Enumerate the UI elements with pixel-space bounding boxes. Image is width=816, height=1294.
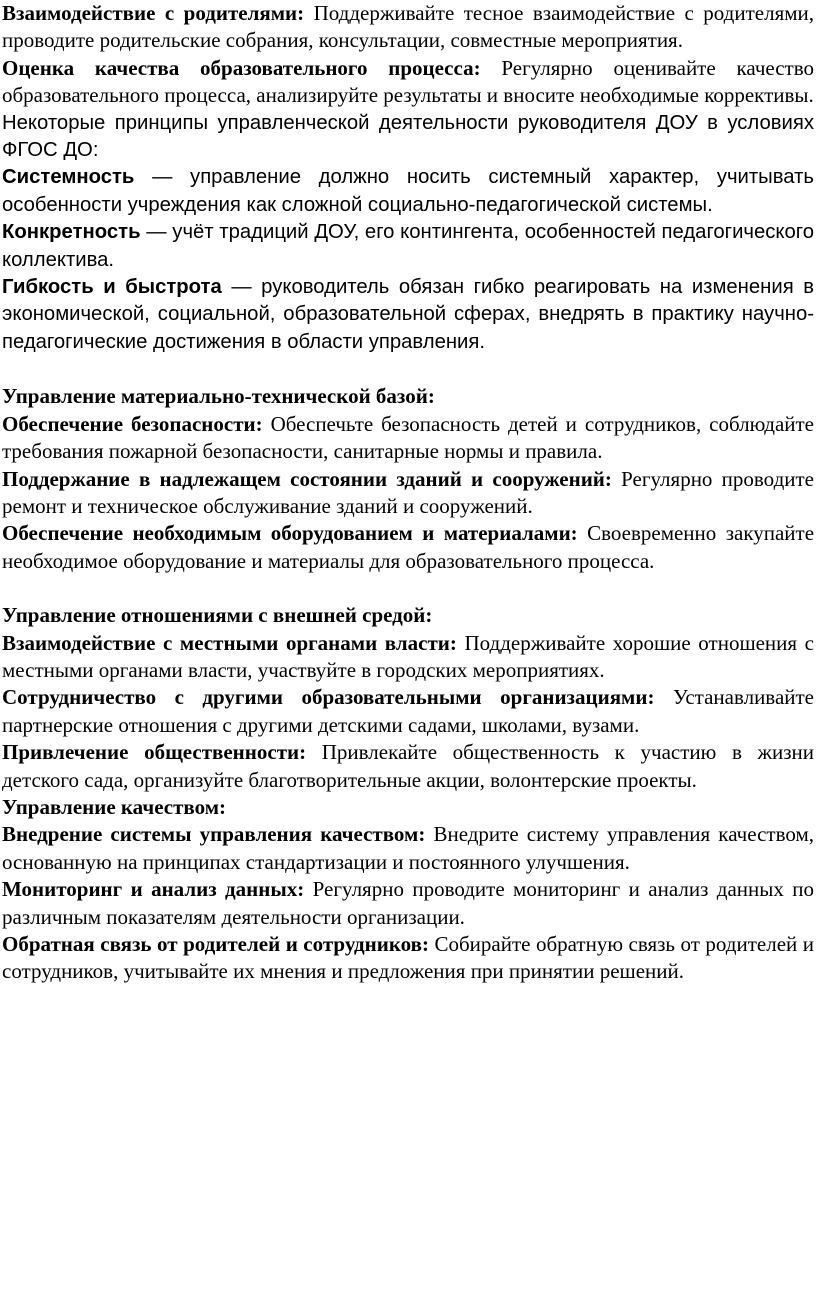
section-heading-mtb: Управление материально-технической базой:: [2, 384, 435, 409]
mtb-item-safety: [2, 411, 814, 466]
text-quality-assessment: Регулярно оценивайте качество образовательного процесса, анализируйте результаты и вносите необходимые коррективы.: [2, 55, 815, 108]
text-feedback: Собирайте обратную связь от родителей и сотрудников, учитывайте их мнения и предложения при принятии решений.: [2, 932, 814, 984]
term-concreteness: Конкретность: [2, 221, 141, 244]
term-safety: Обеспечение безопасности:: [2, 411, 263, 436]
term-buildings: Поддержание в надлежащем состоянии зданий и сооружений:: [2, 466, 612, 491]
term-systemic: Системность: [2, 166, 135, 189]
text-monitoring: Регулярно проводите мониторинг и анализ данных по различным показателям деятельности организации.: [2, 877, 814, 929]
term-flexibility: Гибкость и быстрота: [2, 276, 222, 299]
principle-systemic: [2, 164, 814, 219]
term-parent-interaction: Взаимодействие с родителями:: [2, 1, 305, 25]
text-equipment: Своевременно закупайте необходимое оборудование и материалы для образовательного процесса.: [2, 521, 815, 573]
term-equipment: Обеспечение необходимым оборудованием и материалами:: [2, 521, 578, 546]
principle-flexibility: [2, 274, 814, 356]
ext-item-authorities: [2, 630, 814, 685]
term-monitoring: Мониторинг и анализ данных:: [2, 877, 305, 902]
term-authorities: Взаимодействие с местными органами власти:: [2, 630, 457, 655]
spacer: [2, 356, 814, 383]
quality-item-system: [2, 821, 814, 876]
section-heading-external: Управление отношениями с внешней средой:: [2, 603, 433, 628]
section-heading-quality: Управление качеством:: [2, 794, 226, 819]
mtb-item-equipment: [2, 520, 814, 575]
mtb-item-buildings: [2, 466, 814, 521]
principles-intro: Некоторые принципы управленческой деятельности руководителя ДОУ в условиях ФГОС ДО:: [2, 111, 814, 162]
principle-concreteness: [2, 219, 814, 274]
term-public: Привлечение общественности:: [2, 740, 307, 765]
term-qms: Внедрение системы управления качеством:: [2, 822, 426, 847]
ext-item-public: [2, 739, 814, 794]
text-cooperation: Устанавливайте партнерские отношения с другими детскими садами, школами, вузами.: [2, 685, 815, 737]
text-concreteness: — учёт традиций ДОУ, его контингента, особенностей педагогического коллектива.: [2, 221, 815, 271]
ext-item-cooperation: [2, 684, 814, 739]
text-flexibility: — руководитель обязан гибко реагировать на изменения в экономической, социальной, образовательной сферах, внедрять в практику научно-педагогические достижения в области управления.: [2, 276, 814, 353]
term-quality-assessment: Оценка качества образовательного процесса:: [2, 55, 481, 80]
text-buildings: Регулярно проводите ремонт и техническое обслуживание зданий и сооружений.: [2, 466, 814, 518]
quality-item-monitoring: [2, 876, 814, 931]
text-authorities: Поддерживайте хорошие отношения с местными органами власти, участвуйте в городских мероприятиях.: [2, 630, 814, 682]
text-qms: Внедрите систему управления качеством, основанную на принципах стандартизации и постоянного улучшения.: [2, 822, 814, 874]
text-safety: Обеспечьте безопасность детей и сотрудников, соблюдайте требования пожарной безопасности, санитарные нормы и правила.: [2, 411, 814, 464]
paragraph-quality-assessment: [2, 55, 814, 110]
term-feedback: Обратная связь от родителей и сотрудников:: [2, 932, 429, 956]
spacer: [2, 575, 814, 602]
quality-item-feedback: [2, 931, 814, 986]
text-systemic: — управление должно носить системный характер, учитывать особенности учреждения как сложной социально-педагогической системы.: [2, 166, 814, 216]
text-public: Привлекайте общественность к участию в жизни детского сада, организуйте благотворительные акции, волонтерские проекты.: [2, 740, 815, 792]
paragraph-parent-interaction: [2, 0, 814, 55]
text-parent-interaction: Поддерживайте тесное взаимодействие с родителями, проводите родительские собрания, консультации, совместные мероприятия.: [2, 1, 815, 53]
term-cooperation: Сотрудничество с другими образовательными организациями:: [2, 685, 655, 710]
